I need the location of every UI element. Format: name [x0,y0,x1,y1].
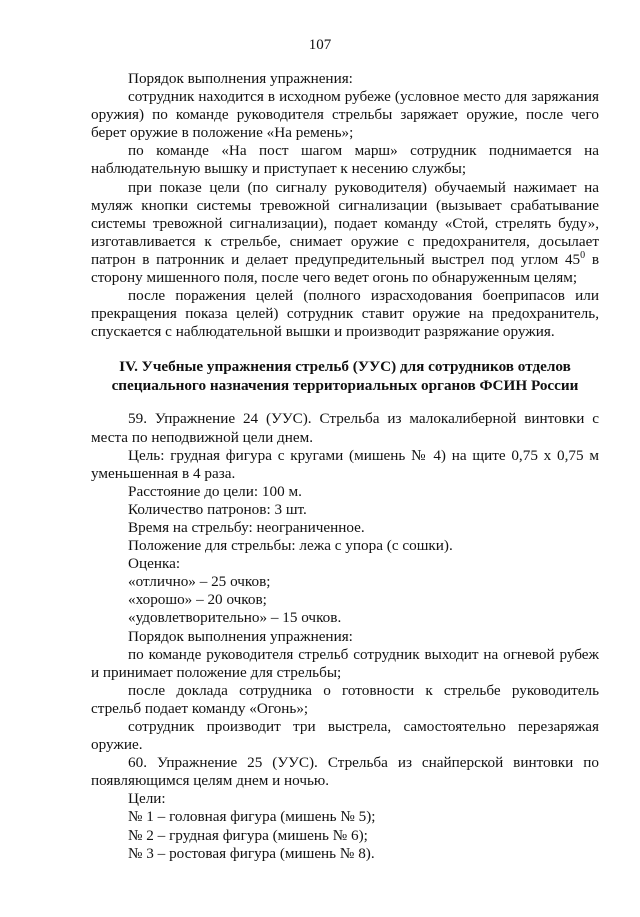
page-body [91,70,599,863]
paragraph: по команде руководителя стрельб сотрудник выходит на огневой рубеж и принимает положение для стрельбы; [91,645,599,681]
section-heading: IV. Учебные упражнения стрельб (УУС) для сотрудников отделов специального назначения территориальных органов ФСИН России [111,358,579,394]
degree-superscript: 0 [580,249,586,261]
paragraph: по команде «На пост шагом марш» сотрудник поднимается на наблюдательную вышку и приступает к несению службы; [91,142,599,178]
paragraph: «отлично» – 25 очков; [128,573,271,591]
paragraph: 60. Упражнение 25 (УУС). Стрельба из снайперской винтовки по появляющимся целям днем и ночью. [91,754,599,790]
paragraph: после доклада сотрудника о готовности к стрельбе руководитель стрельб подает команду «Огонь»; [91,681,599,717]
paragraph: Время на стрельбу: неограниченное. [128,518,365,536]
paragraph: № 3 – ростовая фигура (мишень № 8). [128,844,375,862]
paragraph: Цели: [128,790,166,808]
paragraph: 59. Упражнение 24 (УУС). Стрельба из малокалиберной винтовки с места по неподвижной цели днем. [91,410,599,446]
paragraph: Порядок выполнения упражнения: [128,70,353,87]
page-number: 107 [308,37,332,53]
paragraph: «удовлетворительно» – 15 очков. [128,609,342,627]
paragraph [91,179,599,288]
paragraph-text: при показе цели (по сигналу руководителя) обучаемый нажимает на муляж кнопки системы тревожной сигнализации (вызывает срабатывание системы тревожной сигнализации), подает команду «Стой, стрелять буду», изготавливается к стрельбе, снимает оружие с предохранителя, досылает патрон в патронник и делает предупредительный выстрел под углом 45 [91,178,599,268]
paragraph-text-tail: в сторону мишенного поля, после чего ведет огонь по обнаруженным целям; [91,250,599,287]
paragraph: Оценка: [128,555,181,573]
paragraph: Положение для стрельбы: лежа с упора (с сошки). [128,537,453,555]
paragraph: Порядок выполнения упражнения: [128,627,353,645]
paragraph: № 1 – головная фигура (мишень № 5); [128,808,376,826]
paragraph: сотрудник производит три выстрела, самостоятельно перезаряжая оружие. [91,718,599,754]
paragraph: Расстояние до цели: 100 м. [128,482,302,500]
paragraph: № 2 – грудная фигура (мишень № 6); [128,826,368,844]
paragraph: сотрудник находится в исходном рубеже (условное место для заряжания оружия) по команде руководителя стрельбы заряжает оружие, после чего берет оружие в положение «На ремень»; [91,88,599,142]
paragraph: Цель: грудная фигура с кругами (мишень № 4) на щите 0,75 х 0,75 м уменьшенная в 4 раза. [91,446,599,482]
paragraph: Количество патронов: 3 шт. [128,500,307,518]
paragraph: «хорошо» – 20 очков; [128,591,267,609]
paragraph: после поражения целей (полного израсходования боеприпасов или прекращения показа целей) сотрудник ставит оружие на предохранитель, спускается с наблюдательной вышки и производит разряжание оружия. [91,287,599,341]
